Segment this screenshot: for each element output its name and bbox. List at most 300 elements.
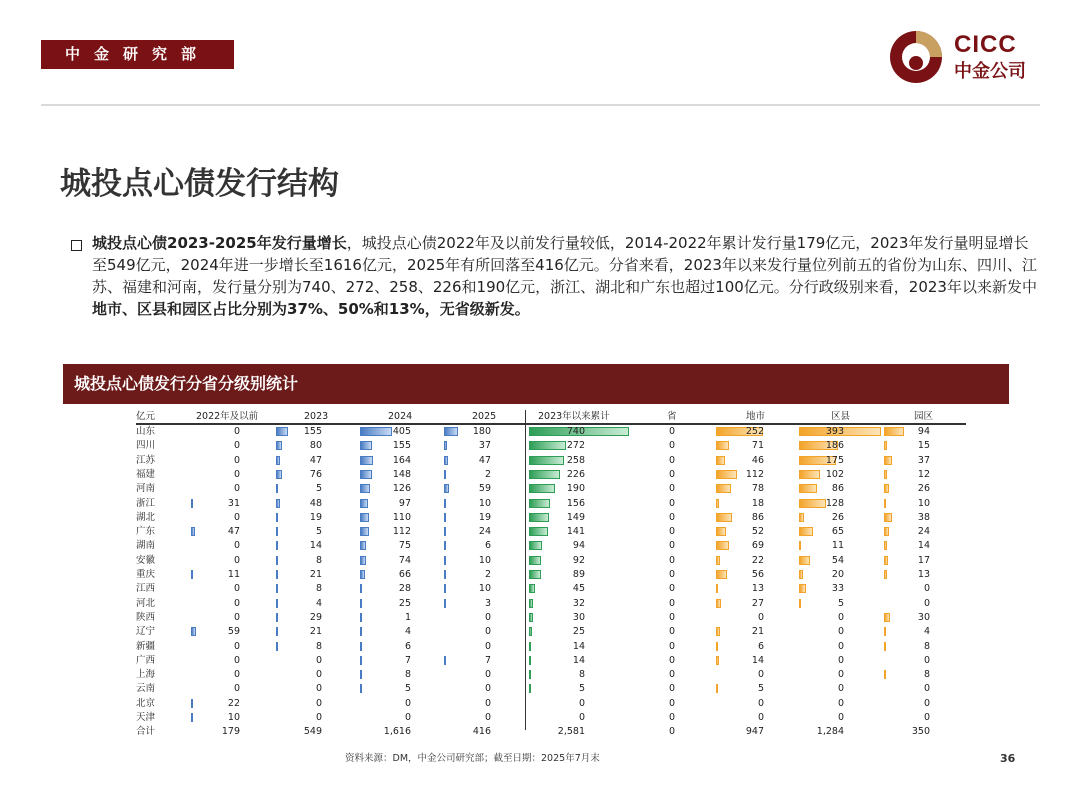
cell-value: 0 [233,468,240,480]
value-bar [529,613,533,622]
value-bar [716,556,720,565]
value-bar [360,642,362,651]
cell-value: 190 [566,483,585,495]
total-value: 0 [668,726,675,738]
cell-value: 405 [392,426,411,437]
cell-value: 0 [837,669,844,681]
province-label: 江西 [136,583,156,595]
value-bar [444,527,446,536]
cell-value: 18 [751,497,764,509]
cell-value: 0 [484,683,491,695]
province-label: 安徽 [136,554,156,566]
value-bar [276,627,278,636]
cell-value: 0 [233,554,240,566]
column-header: 亿元 [136,411,156,422]
cell-value: 149 [566,511,585,523]
value-bar [884,499,886,508]
cell-value: 0 [484,669,491,681]
cell-value: 0 [233,669,240,681]
cell-value: 59 [227,626,240,638]
cell-value: 17 [917,554,930,566]
page-number: 36 [1000,752,1016,765]
cell-value: 5 [757,683,764,695]
cell-value: 74 [398,554,411,566]
cell-value: 8 [578,669,585,681]
cell-value: 0 [668,640,675,652]
cell-value: 393 [825,426,844,437]
header-divider [41,104,1040,106]
cell-value: 148 [392,468,411,480]
cell-value: 0 [668,626,675,638]
value-bar [276,584,278,593]
cell-value: 0 [315,683,322,695]
cell-value: 0 [233,540,240,552]
value-bar [276,499,280,508]
province-label: 湖南 [136,540,156,552]
cell-value: 0 [315,697,322,709]
value-bar [360,613,362,622]
cell-value: 54 [831,554,844,566]
cell-value: 31 [227,497,240,509]
cell-value: 5 [315,483,322,495]
cell-value: 92 [572,554,585,566]
value-bar [716,642,718,651]
cell-value: 19 [309,511,322,523]
province-label: 河北 [136,597,156,609]
cell-value: 0 [484,611,491,623]
value-bar [716,599,721,608]
value-bar [276,484,278,493]
cell-value: 80 [309,440,322,452]
cell-value: 0 [837,611,844,623]
value-bar [884,556,888,565]
cell-value: 0 [668,712,675,723]
department-label: 中金研究部 [41,40,234,69]
cell-value: 0 [404,712,411,723]
value-bar [444,541,446,550]
value-bar [191,499,193,508]
cell-value: 10 [478,583,491,595]
cell-value: 8 [315,554,322,566]
cell-value: 0 [757,712,764,723]
cell-value: 110 [392,511,411,523]
cell-value: 14 [572,654,585,666]
cell-value: 0 [315,712,322,723]
cell-value: 0 [837,640,844,652]
cell-value: 97 [398,497,411,509]
value-bar [276,642,278,651]
cell-value: 30 [917,611,930,623]
column-header: 2025 [472,411,497,422]
cell-value: 0 [484,697,491,709]
value-bar [444,499,446,508]
cell-value: 26 [831,511,844,523]
value-bar [716,627,720,636]
cell-value: 94 [572,540,585,552]
value-bar [444,470,446,479]
cell-value: 0 [923,583,930,595]
cell-value: 0 [668,426,675,437]
cell-value: 47 [309,454,322,466]
value-bar [884,570,887,579]
province-label: 浙江 [136,497,156,509]
cell-value: 0 [668,540,675,552]
cell-value: 12 [917,468,930,480]
cell-value: 6 [404,640,411,652]
cell-value: 258 [566,454,585,466]
cell-value: 126 [392,483,411,495]
cell-value: 0 [757,611,764,623]
total-value: 2,581 [557,726,585,738]
cell-value: 24 [478,526,491,538]
cell-value: 155 [392,440,411,452]
value-bar [444,599,446,608]
cell-value: 0 [668,440,675,452]
cell-value: 5 [578,683,585,695]
value-bar [191,527,195,536]
cell-value: 4 [923,626,930,638]
cell-value: 10 [227,712,240,723]
cell-value: 0 [668,697,675,709]
cell-value: 4 [404,626,411,638]
value-bar [360,584,362,593]
value-bar [716,656,719,665]
column-header: 省 [667,411,677,422]
value-bar [276,570,278,579]
cell-value: 0 [837,712,844,723]
cell-value: 0 [404,697,411,709]
cell-value: 24 [917,526,930,538]
value-bar [276,541,278,550]
cell-value: 94 [917,426,930,437]
cell-value: 0 [233,583,240,595]
total-value: 350 [911,726,930,738]
column-header: 2023年以来累计 [538,411,610,422]
cell-value: 5 [315,526,322,538]
province-label: 广西 [136,654,156,666]
para-bold-tail: 地市、区县和园区占比分别为37%、50%和13%，无省级新发。 [92,300,530,318]
total-value: 1,616 [383,726,411,738]
cell-value: 15 [917,440,930,452]
cell-value: 66 [398,569,411,580]
value-bar [276,513,278,522]
cell-value: 156 [566,497,585,509]
cell-value: 0 [668,454,675,466]
value-bar [716,684,718,693]
cell-value: 112 [392,526,411,538]
cell-value: 13 [751,583,764,595]
value-bar [884,484,889,493]
cell-value: 71 [751,440,764,452]
province-label: 河南 [136,483,156,495]
cell-value: 22 [227,697,240,709]
cell-value: 0 [668,597,675,609]
cell-value: 29 [309,611,322,623]
cell-value: 21 [309,569,322,580]
province-label: 辽宁 [136,626,156,638]
province-label: 北京 [136,697,156,709]
total-value: 947 [745,726,764,738]
cell-value: 0 [578,712,585,723]
value-bar [529,642,531,651]
cell-value: 27 [751,597,764,609]
cell-value: 0 [578,697,585,709]
cell-value: 0 [484,626,491,638]
cell-value: 2 [484,468,491,480]
column-header: 地市 [746,411,766,422]
cell-value: 272 [566,440,585,452]
value-bar [360,684,362,693]
cell-value: 10 [478,554,491,566]
value-bar [191,627,196,636]
cell-value: 20 [831,569,844,580]
cell-value: 0 [923,683,930,695]
value-bar [191,713,193,722]
cell-value: 1 [404,611,411,623]
cell-value: 8 [404,669,411,681]
cell-value: 0 [668,669,675,681]
para-body: ，城投点心债2022年及以前发行量较低，2014-2022年累计发行量179亿元，2023年发行量明显增长至549亿元，2024年进一步增长至1616亿元，2025年有所回落至416亿元。分省来看，2023年以来发行量位列前五的省份为山东、四川、江苏、福建和河南，发行量分别为740、272、258、226和190亿元，浙江、湖北和广东也超过100亿元。分行政级别来看，2023年以来新发中 [92,234,1037,296]
value-bar [360,499,368,508]
province-label: 四川 [136,440,156,452]
province-label: 陕西 [136,611,156,623]
issuance-table [136,410,966,740]
cell-value: 7 [484,654,491,666]
value-bar [529,684,531,693]
cell-value: 3 [484,597,491,609]
cell-value: 8 [923,669,930,681]
cell-value: 0 [668,526,675,538]
cell-value: 0 [668,554,675,566]
cell-value: 0 [668,583,675,595]
cell-value: 180 [472,426,491,437]
cell-value: 21 [309,626,322,638]
value-bar [529,670,531,679]
cell-value: 37 [917,454,930,466]
cell-value: 2 [484,569,491,580]
cell-value: 6 [484,540,491,552]
value-bar [444,484,449,493]
cell-value: 0 [233,454,240,466]
value-bar [444,456,448,465]
value-bar [529,627,532,636]
value-bar [444,570,446,579]
cell-value: 0 [668,611,675,623]
cell-value: 0 [233,440,240,452]
cell-value: 69 [751,540,764,552]
value-bar [360,484,370,493]
value-bar [276,613,278,622]
cell-value: 0 [668,468,675,480]
value-bar [276,456,280,465]
value-bar [444,441,447,450]
province-label: 福建 [136,468,156,480]
cell-value: 28 [398,583,411,595]
province-label: 湖北 [136,511,156,523]
cell-value: 46 [751,454,764,466]
value-bar [799,570,803,579]
cell-value: 75 [398,540,411,552]
cell-value: 740 [566,426,585,437]
value-bar [444,656,446,665]
bullet-square-icon [71,240,82,251]
cell-value: 0 [923,697,930,709]
value-bar [799,541,801,550]
cell-value: 26 [917,483,930,495]
cell-value: 226 [566,468,585,480]
value-bar [360,527,369,536]
cell-value: 25 [572,626,585,638]
cell-value: 0 [233,597,240,609]
total-value: 416 [472,726,491,738]
total-value: 549 [303,726,322,738]
column-header: 2022年及以前 [196,411,259,422]
cell-value: 0 [233,511,240,523]
value-bar [191,570,193,579]
cell-value: 10 [917,497,930,509]
cell-value: 13 [917,569,930,580]
value-bar [276,527,278,536]
province-label: 上海 [136,669,156,681]
cell-value: 141 [566,526,585,538]
value-bar [276,599,278,608]
cell-value: 0 [837,626,844,638]
cell-value: 0 [233,426,240,437]
value-bar [360,599,362,608]
cell-value: 0 [757,697,764,709]
cell-value: 0 [315,669,322,681]
cell-value: 30 [572,611,585,623]
value-bar [360,470,372,479]
value-bar [360,670,362,679]
cell-value: 47 [227,526,240,538]
value-bar [884,670,886,679]
cell-value: 0 [668,511,675,523]
column-header: 园区 [914,411,934,422]
summary-paragraph [92,232,1042,320]
cell-value: 252 [745,426,764,437]
cell-value: 0 [757,669,764,681]
cell-value: 0 [923,712,930,723]
total-value: 1,284 [816,726,844,738]
cell-value: 7 [404,654,411,666]
cell-value: 86 [751,511,764,523]
cicc-logo [889,29,1049,85]
cell-value: 65 [831,526,844,538]
cell-value: 0 [484,712,491,723]
para-bold-lead: 城投点心债2023-2025年发行量增长 [92,234,347,252]
cell-value: 175 [825,454,844,466]
logo-en-text: CICC [954,31,1017,58]
column-header: 2024 [388,411,413,422]
cell-value: 48 [309,497,322,509]
value-bar [884,527,889,536]
cell-value: 21 [751,626,764,638]
cicc-logo-icon [889,29,945,85]
value-bar [529,656,531,665]
cell-value: 0 [484,640,491,652]
value-bar [360,541,366,550]
cell-value: 8 [315,583,322,595]
slide-title: 城投点心债发行结构 [60,166,339,202]
cell-value: 8 [315,640,322,652]
province-label: 山东 [136,426,156,437]
cell-value: 14 [572,640,585,652]
cell-value: 78 [751,483,764,495]
value-bar [360,513,369,522]
cell-value: 164 [392,454,411,466]
province-label: 新疆 [136,640,156,652]
source-note: 资料来源：DM，中金公司研究部；截至日期：2025年7月末 [345,753,600,764]
value-bar [444,513,446,522]
cell-value: 0 [923,654,930,666]
column-header: 2023 [304,411,329,422]
value-bar [529,556,541,565]
cell-value: 14 [917,540,930,552]
cell-value: 0 [668,683,675,695]
logo-cn-text: 中金公司 [954,61,1026,82]
cell-value: 0 [233,611,240,623]
cell-value: 45 [572,583,585,595]
province-label: 江苏 [136,454,156,466]
cell-value: 0 [837,654,844,666]
cell-value: 0 [233,640,240,652]
cell-value: 0 [668,654,675,666]
cell-value: 10 [478,497,491,509]
cell-value: 19 [478,511,491,523]
value-bar [360,656,362,665]
cell-value: 4 [315,597,322,609]
value-bar [276,556,278,565]
province-label: 云南 [136,683,156,695]
cell-value: 5 [837,597,844,609]
cell-value: 112 [745,468,764,480]
cell-value: 0 [233,654,240,666]
value-bar [884,470,887,479]
value-bar [360,556,366,565]
table-banner: 城投点心债发行分省分级别统计 [63,364,1009,404]
cell-value: 128 [825,497,844,509]
province-label: 重庆 [136,569,156,580]
cell-value: 155 [303,426,322,437]
cell-value: 0 [233,683,240,695]
cell-value: 0 [837,683,844,695]
value-bar [191,699,193,708]
value-bar [884,627,886,636]
cell-value: 56 [751,569,764,580]
cell-value: 11 [227,569,240,580]
cell-value: 0 [233,483,240,495]
total-value: 179 [221,726,240,738]
value-bar [529,584,535,593]
cell-value: 0 [668,569,675,580]
column-divider [525,410,526,730]
province-label: 天津 [136,712,156,723]
cell-value: 186 [825,440,844,452]
cell-value: 76 [309,468,322,480]
column-header: 区县 [831,411,851,422]
value-bar [529,541,542,550]
cell-value: 8 [923,640,930,652]
cell-value: 6 [757,640,764,652]
cell-value: 47 [478,454,491,466]
cell-value: 0 [837,697,844,709]
province-label: 广东 [136,526,156,538]
cell-value: 33 [831,583,844,595]
value-bar [529,599,533,608]
cell-value: 86 [831,483,844,495]
value-bar [716,499,719,508]
